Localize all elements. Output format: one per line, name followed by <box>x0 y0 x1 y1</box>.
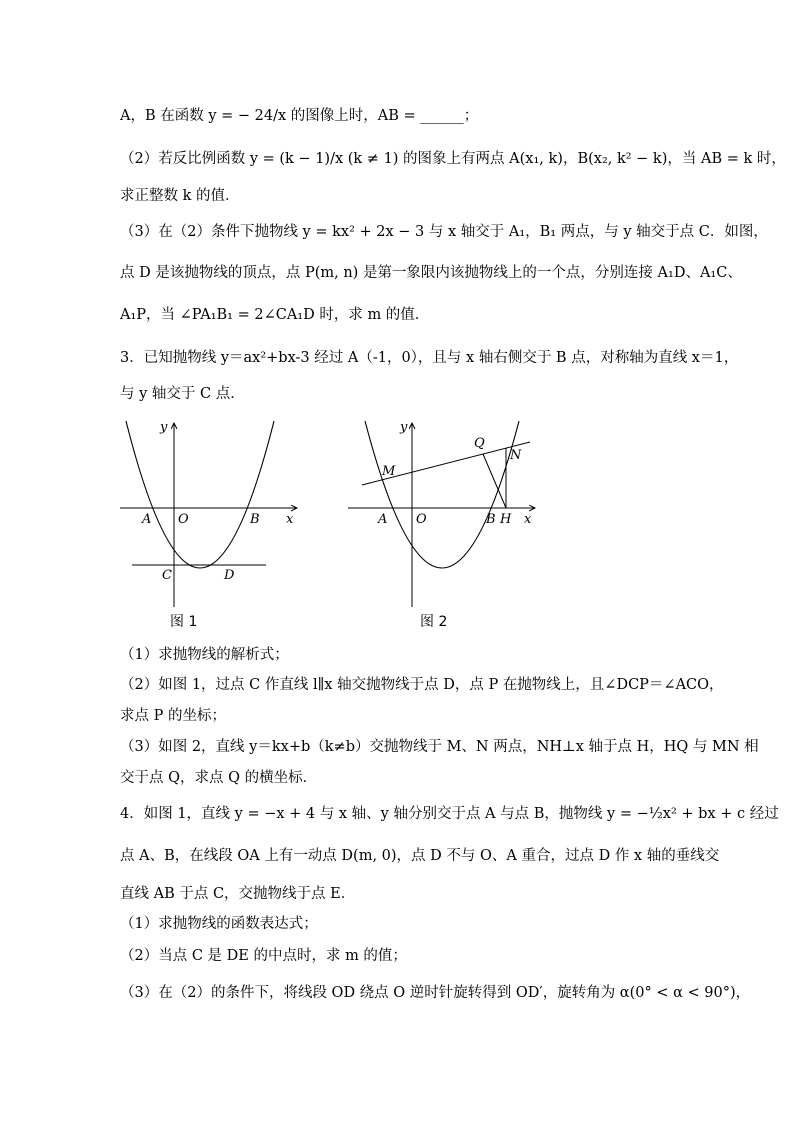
figure-1 <box>112 415 312 615</box>
text-line-18: （2）当点 C 是 DE 的中点时，求 m 的值； <box>120 948 407 964</box>
text-line-8: 与 y 轴交于 C 点． <box>120 386 245 402</box>
text-line-7: 3．已知抛物线 y＝ax²+bx-3 经过 A（-1，0），且与 x 轴右侧交于 B 点，对称轴为直线 x＝1， <box>120 350 739 366</box>
label-o: O <box>178 512 189 527</box>
label-a: A <box>142 512 152 527</box>
text-line-14: 4．如图 1，直线 y = −x + 4 与 x 轴、y 轴分别交于点 A 与点 B，抛物线 y = −½x² + bx + c 经过 <box>120 806 779 822</box>
text-line-11: 求点 P 的坐标； <box>120 708 226 724</box>
text-line-1: A，B 在函数 y = − 24/x 的图像上时，AB = ______； <box>120 108 479 124</box>
text-line-17: （1）求抛物线的函数表达式； <box>120 916 318 932</box>
label-y: y <box>160 420 168 435</box>
label-b: B <box>250 512 260 527</box>
label-b: B <box>486 512 496 527</box>
figure-2 <box>340 415 540 615</box>
text-line-6: A₁P，当 ∠PA₁B₁ = 2∠CA₁D 时，求 m 的值． <box>120 307 430 323</box>
label-x: x <box>286 512 294 527</box>
text-line-2: （2）若反比例函数 y = (k − 1)/x (k ≠ 1) 的图象上有两点 A(x₁, k)，B(x₂, k² − k)，当 AB = k 时， <box>120 151 786 167</box>
label-n: N <box>510 448 522 463</box>
text-line-9: （1）求抛物线的解析式； <box>120 647 289 663</box>
label-h: H <box>500 512 512 527</box>
label-a: A <box>378 512 388 527</box>
text-line-5: 点 D 是该抛物线的顶点，点 P(m, n) 是第一象限内该抛物线上的一个点，分别连接 A₁D、A₁C、 <box>120 265 742 281</box>
text-line-3: 求正整数 k 的值． <box>120 188 240 204</box>
label-o: O <box>416 512 427 527</box>
parabola <box>365 421 519 568</box>
label-c: C <box>162 568 172 583</box>
parabola <box>126 421 274 568</box>
label-q: Q <box>474 436 485 451</box>
figure-2-caption: 图 2 <box>420 614 448 630</box>
text-line-19: （3）在（2）的条件下，将线段 OD 绕点 O 逆时针旋转得到 OD′，旋转角为 α(0° < α < 90°)， <box>120 985 751 1001</box>
label-x: x <box>524 512 532 527</box>
label-m: M <box>382 464 396 479</box>
label-d: D <box>224 568 235 583</box>
label-y: y <box>400 420 408 435</box>
text-line-12: （3）如图 2，直线 y＝kx+b（k≠b）交抛物线于 M、N 两点，NH⊥x 轴于点 H，HQ 与 MN 相 <box>120 739 759 755</box>
text-line-4: （3）在（2）条件下抛物线 y = kx² + 2x − 3 与 x 轴交于 A₁，B₁ 两点，与 y 轴交于点 C．如图， <box>120 224 768 240</box>
figure-1-caption: 图 1 <box>170 614 198 630</box>
text-line-15: 点 A、B，在线段 OA 上有一动点 D(m, 0)，点 D 不与 O、A 重合，过点 D 作 x 轴的垂线交 <box>120 848 720 864</box>
text-line-13: 交于点 Q，求点 Q 的横坐标． <box>120 770 318 786</box>
text-line-16: 直线 AB 于点 C，交抛物线于点 E． <box>120 886 356 902</box>
text-line-10: （2）如图 1，过点 C 作直线 l∥x 轴交抛物线于点 D，点 P 在抛物线上，且∠DCP＝∠ACO， <box>120 677 724 693</box>
